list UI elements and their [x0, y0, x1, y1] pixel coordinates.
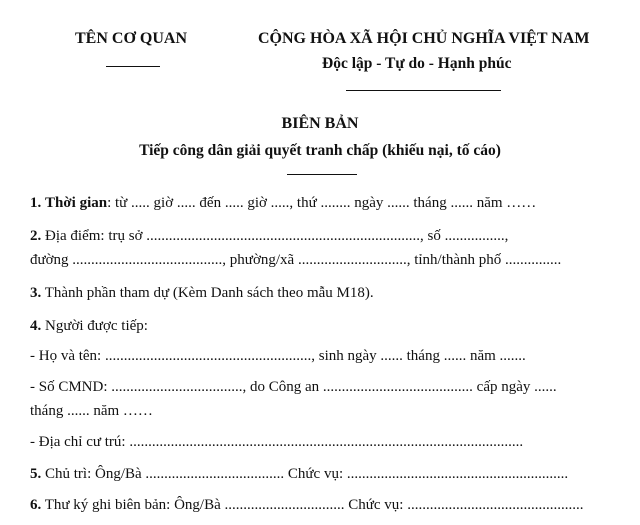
item-number: 6.	[30, 497, 42, 513]
item-time	[30, 195, 536, 212]
participants-text: Thành phần tham dự (Kèm Danh sách theo mẫu M18).	[41, 285, 374, 301]
item-number: 4.	[30, 318, 42, 334]
secretary-text: Thư ký ghi biên bản: Ông/Bà ................................ Chức vụ: ...............................................	[41, 497, 584, 513]
agency-name: TÊN CƠ QUAN	[75, 30, 188, 47]
item-secretary	[30, 497, 583, 514]
name-row: - Họ và tên: ......................................................., sinh ngày ...... tháng ...... năm .......	[30, 348, 526, 364]
place-text-line1: Địa điểm: trụ sở ........................................................................., số ................,	[41, 228, 509, 244]
id-row-line2: tháng ...... năm ……	[30, 403, 153, 419]
document-subtitle: Tiếp công dân giải quyết tranh chấp (khiếu nại, tố cáo)	[139, 142, 501, 159]
item-place-line2: đường ........................................, phường/xã ............................., tỉnh/thành phố ...............	[30, 252, 562, 268]
time-text: : từ ..... giờ ..... đến ..... giờ ....., thứ ........ ngày ...... tháng ...... năm ……	[107, 195, 537, 211]
item-number: 3.	[30, 285, 42, 301]
agency-underline	[106, 66, 160, 67]
title-underline	[287, 174, 357, 175]
item-place-line1	[30, 228, 508, 245]
item-number: 5.	[30, 466, 42, 482]
country-name: CỘNG HÒA XÃ HỘI CHỦ NGHĨA VIỆT NAM	[258, 30, 590, 47]
document-title: BIÊN BẢN	[281, 115, 359, 132]
address-row: - Địa chỉ cư trú: .........................................................................................................	[30, 434, 524, 450]
item-received	[30, 318, 148, 335]
id-row-line1: - Số CMND: ..................................., do Công an ........................................ cấp ngày ......	[30, 379, 557, 395]
item-number: 2.	[30, 228, 42, 244]
time-label: Thời gian	[45, 195, 108, 211]
item-number: 1.	[30, 195, 42, 211]
motto-underline	[346, 90, 501, 91]
chair-text: Chủ trì: Ông/Bà ..................................... Chức vụ: ...........................................................	[41, 466, 569, 482]
received-text: Người được tiếp:	[41, 318, 148, 334]
item-participants	[30, 285, 374, 302]
motto: Độc lập - Tự do - Hạnh phúc	[322, 55, 512, 72]
item-chair	[30, 466, 568, 483]
